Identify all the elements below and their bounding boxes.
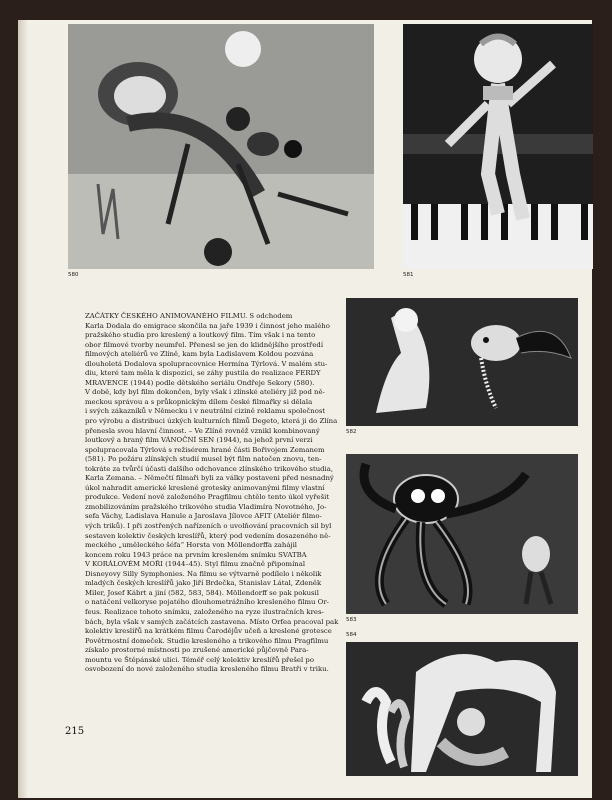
text-line: úkol nahradit americké kreslené grotesky animovanými filmy vlastní (85, 483, 325, 492)
text-line: i svých zákazníků v Německu i v neutrální cizině reklamu společnost (85, 407, 326, 416)
figure-caption: 584 (346, 632, 357, 638)
text-line: meckou správou a s průkopnickým dílem české filmařky si dělala (85, 397, 313, 406)
text-line: Karla Zemana. – Němečtí filmaři byli za války postaveni před nesnadný (85, 474, 334, 483)
text-line: meckého „uměleckého šéfa“ Horsta von Möllendorffa zahájil (85, 541, 298, 550)
text-line: získalo prostorné místnosti po zrušené americké půjčovně Para- (85, 646, 309, 655)
figure-caption: 583 (346, 617, 357, 623)
text-line: filmových ateliérů ve Zlíně, kam byla Ladislavem Koldou pozvána (85, 350, 314, 359)
article-body (85, 312, 357, 675)
text-line: bách, byla však v samých začátcích zastavena. Místo Orfea pracoval pak (85, 617, 339, 626)
book-page (18, 20, 592, 798)
figure-583-photo (346, 454, 578, 614)
puppet-on-piano-icon (403, 24, 593, 269)
text-line: loutkový a hraný film VÁNOČNÍ SEN (1944), na jehož první verzi (85, 436, 313, 445)
text-line: (581). Po požáru zlínských studií musel být film natočen znovu, ten- (85, 455, 322, 464)
text-line: o natáčení velkoryse pojatého dlouhometrážního kresleného filmu Or- (85, 598, 329, 607)
text-line: Povětrnostní domeček. Studio kresleného a trikového filmu Pragfilmu (85, 636, 329, 645)
figure-caption: 581 (403, 272, 414, 278)
cartoon-octopus-icon (346, 454, 578, 614)
text-line: mladých českých kreslířů jako Jiří Brdečka, Stanislav Látal, Zdeněk (85, 579, 322, 588)
figure-caption: 580 (68, 272, 79, 278)
text-line: vých triků). I při zostřených nařízeních o uvolňování pracovních sil byl (85, 522, 332, 531)
figure-582-photo (346, 298, 578, 426)
text-line: sefa Váchy, Ladislava Hanule a Jaroslava Jílovce AFIT (Ateliér filmo- (85, 512, 322, 521)
text-line: koncem roku 1943 práce na prvním kresleném snímku SVATBA (85, 550, 307, 559)
cartoon-seahorses-icon (346, 642, 578, 776)
text-line: Disneyovy Silly Symphonies. Na filmu se výtvarně podílelo i několik (85, 569, 322, 578)
text-line: pro výrobu a distribuci úzkých kulturních filmů Degeto, která ji do Zlína (85, 417, 338, 426)
text-line: Karla Dodala do emigrace skončila na jaře 1939 i činnost jeho malého (85, 321, 330, 330)
figure-caption: 582 (346, 429, 357, 435)
text-line: osvobození do nové založeného studia kresleného filmu Bratři v triku. (85, 665, 329, 674)
figure-584-photo (346, 642, 578, 776)
text-line: feus. Realizace tohoto snímku, založeného na ryze ilustračních kres- (85, 607, 324, 616)
text-line: kolektiv kreslířů na krátkém filmu Čarodějův učeň a kreslené grotesce (85, 627, 332, 636)
text-line: produkce. Vedení nově založeného Pragfilmu chtělo tento úkol vyřešit (85, 493, 330, 502)
text-line: pražského studia pro kreslený a loutkový film. Tím však i na tento (85, 331, 316, 340)
text-line: diu, které tam měla k dispozici, se záhy pustila do realizace FERDY (85, 369, 321, 378)
text-line: V KORÁLOVÉM MOŘI (1944–45). Styl filmu značně připomínal (85, 560, 306, 569)
text-line: dlouholetá Dodalova spolupracovnice Hermína Týrlová. V malém stu- (85, 359, 328, 368)
figure-580-photo (68, 24, 374, 269)
text-line: přenesla svou hlavní činnost. – Ve Zlíně rovněž vznikl kombinovaný (85, 426, 320, 435)
text-line: Miler, Josef Kábrt a jiní (582, 583, 584). Möllendorff se pak pokusil (85, 588, 319, 597)
page-spine (18, 20, 28, 798)
grasshopper-ant-puppets-icon (68, 24, 374, 269)
text-line: V době, kdy byl film dokončen, byly však i zlínské ateliéry již pod ně- (85, 388, 325, 397)
page-number: 215 (65, 726, 85, 737)
text-line: tokráte za tvůrčí účasti dalšího odchovance zlínského trikového studia, (85, 464, 334, 473)
text-line: sestaven kolektiv českých kreslířů, který pod vedením dosazeného ně- (85, 531, 331, 540)
cartoon-lady-and-fish-icon (346, 298, 578, 426)
text-line: MRAVENCE (1944) podle dětského seriálu Ondřeje Sekory (580). (85, 378, 315, 387)
text-line: zmobilizováním pražského trikového studia Vladimíra Novotného, Jo- (85, 502, 327, 511)
figure-581-photo (403, 24, 593, 269)
text-line: mountu ve Štěpánské ulici. Téměř celý kolektiv kreslířů přešel po (85, 655, 314, 664)
text-line: spolupracovala Týrlová s režisérem hrané části Bořivojem Zemanem (85, 445, 325, 454)
text-line: ZAČÁTKY ČESKÉHO ANIMOVANÉHO FILMU. S odchodem (85, 312, 293, 320)
text-line: obor filmové tvorby neumřel. Přenesl se jen do klidnějšího prostředí (85, 340, 324, 349)
